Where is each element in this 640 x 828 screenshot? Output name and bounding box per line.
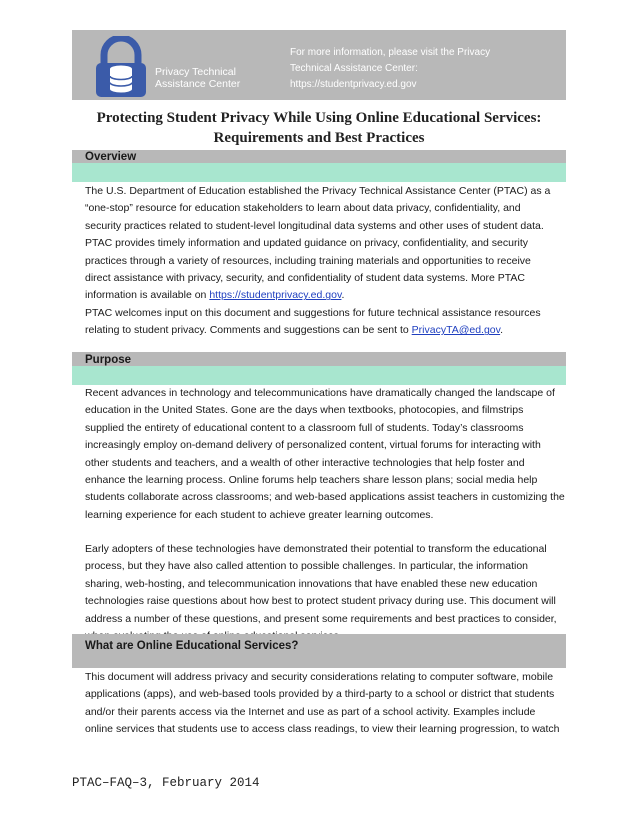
text-fragment: information is available on xyxy=(85,289,210,302)
purpose-heading-bar xyxy=(72,352,566,367)
logo-line-1: Privacy Technical xyxy=(155,66,236,78)
online-services-paragraph-1 xyxy=(85,669,566,739)
purpose-heading-band xyxy=(72,366,566,385)
text-line: education in the United States. Gone are the days when textbooks, photocopies, and filmstrips xyxy=(85,404,524,417)
purpose-paragraph-2 xyxy=(85,541,566,645)
text-line: This document will address privacy and security considerations relating to computer software, mobile xyxy=(85,671,554,683)
overview-heading-band xyxy=(72,163,566,182)
text-line: increasingly employ on-demand delivery of personalized content, virtual forums for interacting with xyxy=(85,439,541,452)
overview-paragraph-2 xyxy=(85,305,566,340)
text-line: other students and teachers, and a wealth of other interactive technologies that help foster and xyxy=(85,456,525,469)
text-line: address a number of these questions, and present some requirements and best practices to consider, xyxy=(85,612,557,625)
text-line: PTAC provides timely information and updated guidance on privacy, confidentiality, and security xyxy=(85,237,528,250)
document-title xyxy=(72,108,566,148)
padlock-database-icon xyxy=(90,36,152,98)
text-line: “one-stop” resource for education stakeholders to learn about data privacy, confidentiality, and xyxy=(85,202,521,215)
text-line: applications (apps), and web-based tools provided by a third-party to a school or district that students xyxy=(85,688,555,701)
text-line: The U.S. Department of Education established the Privacy Technical Assistance Center (PTAC) as a xyxy=(85,185,551,197)
text-line: learning experience for each student to achieve greater learning outcomes. xyxy=(85,508,434,521)
header-banner xyxy=(72,30,566,100)
title-line-1: Protecting Student Privacy While Using Online Educational Services: xyxy=(96,110,542,126)
text-line: security practices related to student-level longitudinal data systems and other uses of student data. xyxy=(85,219,544,232)
overview-paragraph-1 xyxy=(85,183,566,305)
text-line: process, but they have also called attention to possible challenges. In particular, the information xyxy=(85,560,529,573)
purpose-heading: Purpose xyxy=(85,354,132,366)
text-line: online services that students use to access class readings, to view their learning progression, to watch xyxy=(85,723,560,736)
email-link[interactable]: PrivacyTA@ed.gov xyxy=(411,324,501,337)
logo-text xyxy=(155,66,240,90)
page-footer: PTAC–FAQ–3, February 2014 xyxy=(72,776,260,790)
banner-info-line-2: Technical Assistance Center: xyxy=(290,63,418,74)
text-line: direct assistance with privacy, security, and confidentiality of student data systems. More PTAC xyxy=(85,272,526,285)
purpose-paragraph-1 xyxy=(85,385,566,524)
banner-info xyxy=(290,45,490,93)
text-line: enhance the learning process. Online forums help teachers share lesson plans; social media help xyxy=(85,474,538,487)
text-line: Recent advances in technology and telecommunications have dramatically changed the landscape of xyxy=(85,387,555,399)
studentprivacy-link[interactable]: https://studentprivacy.ed.gov xyxy=(209,289,342,302)
text-line: PTAC welcomes input on this document and suggestions for future technical assistance resources xyxy=(85,307,541,319)
text-fragment: relating to student privacy. Comments and suggestions can be sent to xyxy=(85,324,412,337)
text-line xyxy=(85,287,566,304)
text-line: students collaborate across classrooms; and web-based applications assist teachers in customizing the xyxy=(85,491,565,504)
online-services-heading: What are Online Educational Services? xyxy=(85,640,299,652)
text-fragment: . xyxy=(341,289,345,302)
text-line: practices through a variety of resources, including training materials and opportunities to receive xyxy=(85,254,531,267)
text-line: sharing, web-hosting, and telecommunication innovations that have enabled these new education xyxy=(85,577,538,590)
text-line: Early adopters of these technologies have demonstrated their potential to transform the educational xyxy=(85,543,547,555)
text-line: technologies raise questions about how best to protect student privacy during use. This document will xyxy=(85,595,556,608)
text-line: and/or their parents access via the Internet and use as part of a school activity. Examples include xyxy=(85,705,536,718)
text-line xyxy=(85,322,566,339)
overview-heading: Overview xyxy=(85,151,137,163)
banner-info-line-1: For more information, please visit the Privacy xyxy=(290,47,491,58)
banner-info-url: https://studentprivacy.ed.gov xyxy=(290,79,417,90)
text-fragment: . xyxy=(500,324,504,337)
online-services-heading-bar xyxy=(72,634,566,668)
title-line-2: Requirements and Best Practices xyxy=(213,130,425,146)
logo-line-2: Assistance Center xyxy=(155,78,241,90)
overview-heading-bar xyxy=(72,150,566,164)
text-line: supplied the entirety of educational content to a classroom full of students. Today’s classrooms xyxy=(85,421,524,434)
